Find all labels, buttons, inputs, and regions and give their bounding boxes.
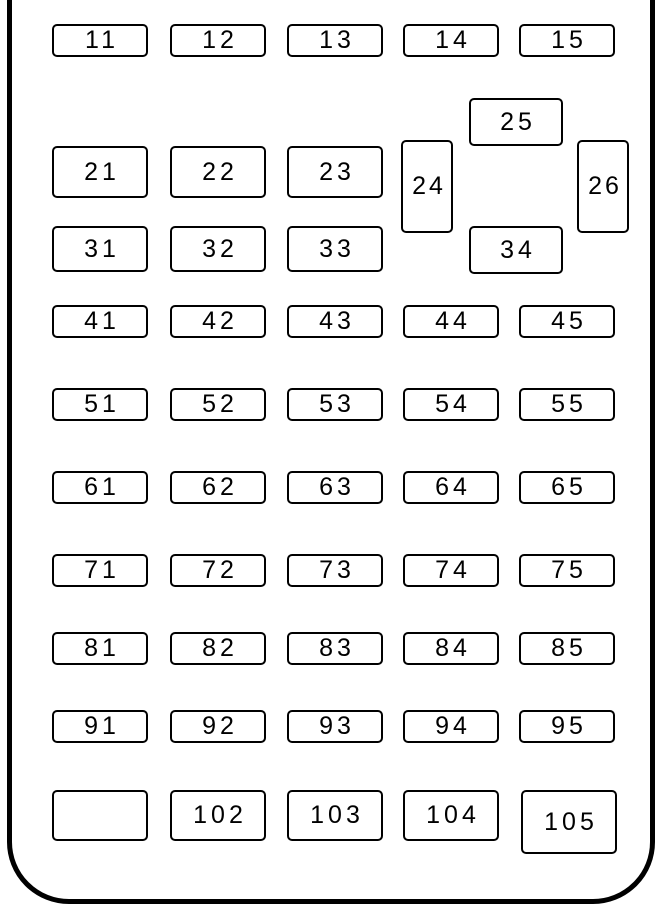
key-label: 41 [84,307,120,335]
key-43[interactable] [287,305,383,338]
key-21[interactable] [52,146,148,198]
key-63[interactable] [287,471,383,504]
key-label: 83 [319,634,355,662]
key-label: 31 [84,234,120,263]
key-11[interactable] [52,24,148,57]
key-label: 85 [551,634,587,662]
key-label: 53 [319,390,355,418]
key-22[interactable] [170,146,266,198]
key-label: 74 [435,556,471,584]
key-label: 11 [85,26,119,54]
key-label: 61 [84,473,120,501]
key-label: 105 [544,807,598,836]
key-label: 73 [319,556,355,584]
key-label: 42 [202,307,238,335]
key-label: 51 [84,390,120,418]
key-label: 33 [319,234,355,263]
key-102[interactable] [170,790,266,841]
key-62[interactable] [170,471,266,504]
key-75[interactable] [519,554,615,587]
key-label: 72 [202,556,238,584]
key-54[interactable] [403,388,499,421]
key-label: 26 [588,172,622,200]
key-105[interactable] [521,790,617,854]
key-label: 103 [310,801,364,829]
key-71[interactable] [52,554,148,587]
key-label: 63 [319,473,355,501]
key-label: 24 [412,172,446,200]
key-label: 43 [319,307,355,335]
key-label: 12 [202,26,238,54]
key-91[interactable] [52,710,148,743]
key-42[interactable] [170,305,266,338]
key-label: 65 [551,473,587,501]
key-93[interactable] [287,710,383,743]
key-label: 71 [84,556,120,584]
key-55[interactable] [519,388,615,421]
key-41[interactable] [52,305,148,338]
key-label: 75 [551,556,587,584]
key-61[interactable] [52,471,148,504]
key-label: 14 [435,26,471,54]
key-label: 104 [426,801,480,829]
key-13[interactable] [287,24,383,57]
key-label: 23 [319,157,355,186]
key-label: 91 [84,712,120,740]
key-52[interactable] [170,388,266,421]
key-label: 22 [202,157,238,186]
key-82[interactable] [170,632,266,665]
key-51[interactable] [52,388,148,421]
key-101[interactable] [52,790,148,841]
key-34[interactable] [469,226,563,274]
key-label: 52 [202,390,238,418]
key-65[interactable] [519,471,615,504]
key-14[interactable] [403,24,499,57]
key-24[interactable] [401,140,453,233]
key-72[interactable] [170,554,266,587]
key-44[interactable] [403,305,499,338]
key-label: 92 [202,712,238,740]
key-label: 62 [202,473,238,501]
key-label: 82 [202,634,238,662]
key-33[interactable] [287,226,383,272]
key-94[interactable] [403,710,499,743]
key-label: 32 [202,234,238,263]
key-label: 64 [435,473,471,501]
key-64[interactable] [403,471,499,504]
key-label: 15 [551,26,587,54]
key-label: 45 [551,307,587,335]
key-label: 21 [84,157,120,186]
key-15[interactable] [519,24,615,57]
key-92[interactable] [170,710,266,743]
key-26[interactable] [577,140,629,233]
key-45[interactable] [519,305,615,338]
key-label: 13 [319,26,355,54]
key-74[interactable] [403,554,499,587]
key-label: 54 [435,390,471,418]
key-23[interactable] [287,146,383,198]
key-25[interactable] [469,98,563,146]
key-32[interactable] [170,226,266,272]
key-83[interactable] [287,632,383,665]
key-12[interactable] [170,24,266,57]
key-81[interactable] [52,632,148,665]
key-label: 94 [435,712,471,740]
key-label: 25 [500,107,536,136]
key-label: 34 [500,235,536,264]
key-label: 84 [435,634,471,662]
key-84[interactable] [403,632,499,665]
key-103[interactable] [287,790,383,841]
key-label: 55 [551,390,587,418]
key-73[interactable] [287,554,383,587]
key-label: 44 [435,307,471,335]
key-95[interactable] [519,710,615,743]
key-31[interactable] [52,226,148,272]
key-label: 95 [551,712,587,740]
key-53[interactable] [287,388,383,421]
key-label: 93 [319,712,355,740]
key-85[interactable] [519,632,615,665]
key-label: 102 [193,801,247,829]
key-104[interactable] [403,790,499,841]
key-label: 81 [84,634,120,662]
